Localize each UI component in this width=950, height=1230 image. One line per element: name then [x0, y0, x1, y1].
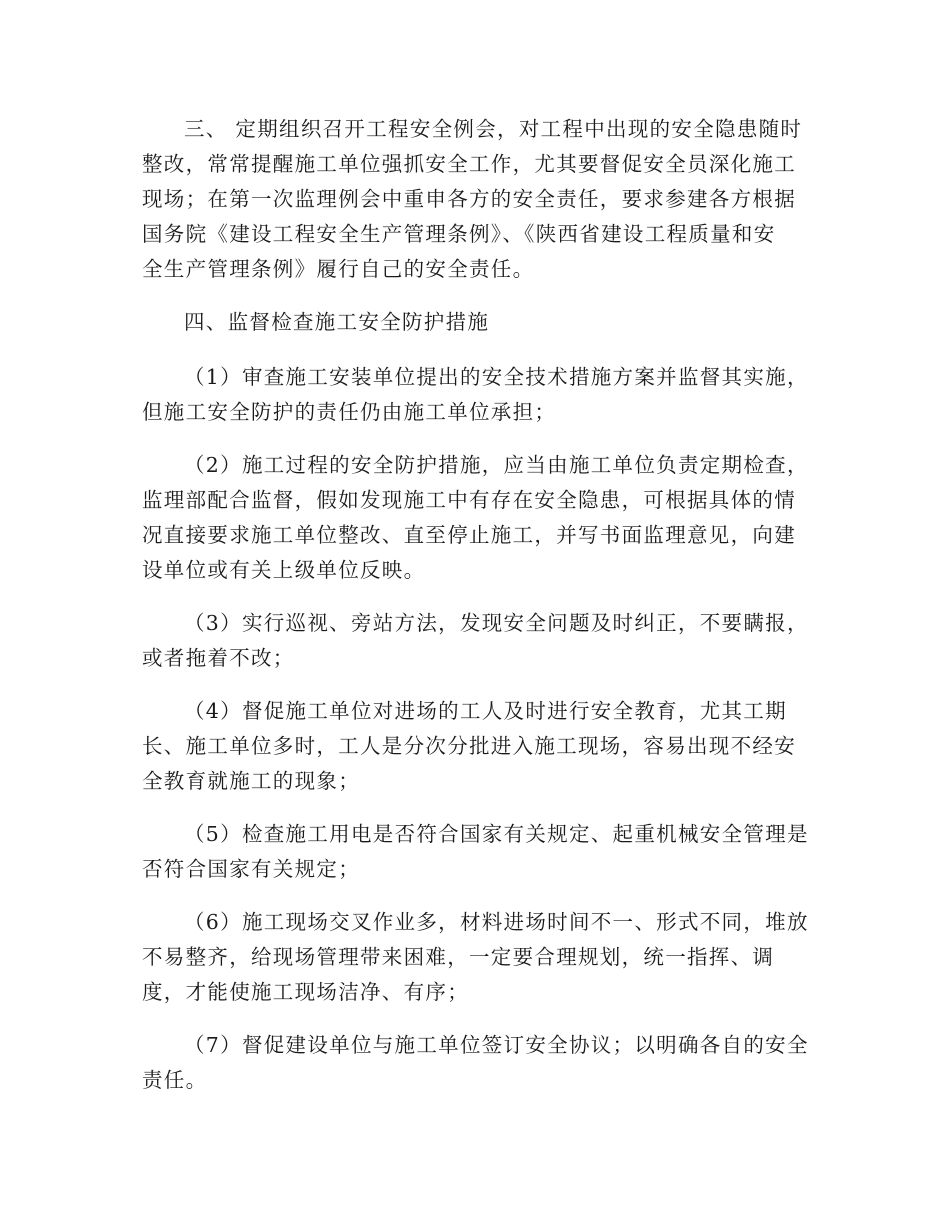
line-text: （2）施工过程的安全防护措施，应当由施工单位负责定期检查，	[184, 453, 809, 477]
paragraph-line	[142, 694, 808, 729]
paragraph-line	[142, 448, 808, 483]
line-text: 三、 定期组织召开工程安全例会，对工程中出现的安全隐患随时	[184, 117, 803, 141]
paragraph-line	[142, 905, 808, 940]
paragraph-line: 责任。	[142, 1068, 208, 1092]
paragraph-line: 不易整齐，给现场管理带来困难，一定要合理规划，统一指挥、调	[142, 945, 775, 969]
paragraph-line: 长、施工单位多时，工人是分次分批进入施工现场，容易出现不经安	[142, 734, 796, 758]
paragraph-section-three	[142, 112, 808, 287]
paragraph-line	[142, 817, 808, 852]
paragraph-line: 但施工安全防护的责任仍由施工单位承担；	[142, 400, 557, 424]
line-text: （1）审查施工安装单位提出的安全技术措施方案并监督其实施，	[184, 365, 809, 389]
paragraph-line	[142, 305, 808, 340]
document-body	[142, 112, 808, 1116]
paragraph-line: 国务院《建设工程安全生产管理条例》、《陕西省建设工程质量和安	[142, 222, 776, 246]
paragraph-line	[142, 112, 808, 147]
section-heading-four	[142, 305, 808, 340]
line-text: 四、监督检查施工安全防护措施	[184, 310, 490, 334]
paragraph-line: 现场；在第一次监理例会中重申各方的安全责任，要求参建各方根据	[142, 187, 796, 211]
paragraph-line: 整改，常常提醒施工单位强抓安全工作，尤其要督促安全员深化施工	[142, 152, 796, 176]
line-text: （5）检查施工用电是否符合国家有关规定、起重机械安全管理是	[184, 822, 809, 846]
paragraph-line: 全教育就施工的现象；	[142, 769, 360, 793]
paragraph-line: 全生产管理条例》履行自己的安全责任。	[142, 257, 535, 281]
paragraph-item-6	[142, 905, 808, 1010]
paragraph-line	[142, 606, 808, 641]
paragraph-line	[142, 360, 808, 395]
paragraph-line: 监理部配合监督，假如发现施工中有存在安全隐患，可根据具体的情	[142, 488, 796, 512]
line-text: （4）督促施工单位对进场的工人及时进行安全教育，尤其工期	[184, 699, 787, 723]
paragraph-line	[142, 1028, 808, 1063]
paragraph-line: 况直接要求施工单位整改、直至停止施工，并写书面监理意见，向建	[142, 523, 796, 547]
paragraph-item-4	[142, 694, 808, 799]
paragraph-item-7	[142, 1028, 808, 1098]
paragraph-item-2	[142, 448, 808, 588]
paragraph-item-3	[142, 606, 808, 676]
paragraph-line: 设单位或有关上级单位反映。	[142, 558, 426, 582]
line-text: （6）施工现场交叉作业多，材料进场时间不一、形式不同，堆放	[184, 910, 809, 934]
line-text: （3）实行巡视、旁站方法，发现安全问题及时纠正，不要瞒报，	[184, 611, 809, 635]
paragraph-item-5	[142, 817, 808, 887]
line-text: （7）督促建设单位与施工单位签订安全协议；以明确各自的安全	[184, 1033, 809, 1057]
paragraph-item-1	[142, 360, 808, 430]
paragraph-line: 或者拖着不改；	[142, 646, 295, 670]
paragraph-line: 否符合国家有关规定；	[142, 857, 360, 881]
paragraph-line: 度，才能使施工现场洁净、有序；	[142, 980, 469, 1004]
